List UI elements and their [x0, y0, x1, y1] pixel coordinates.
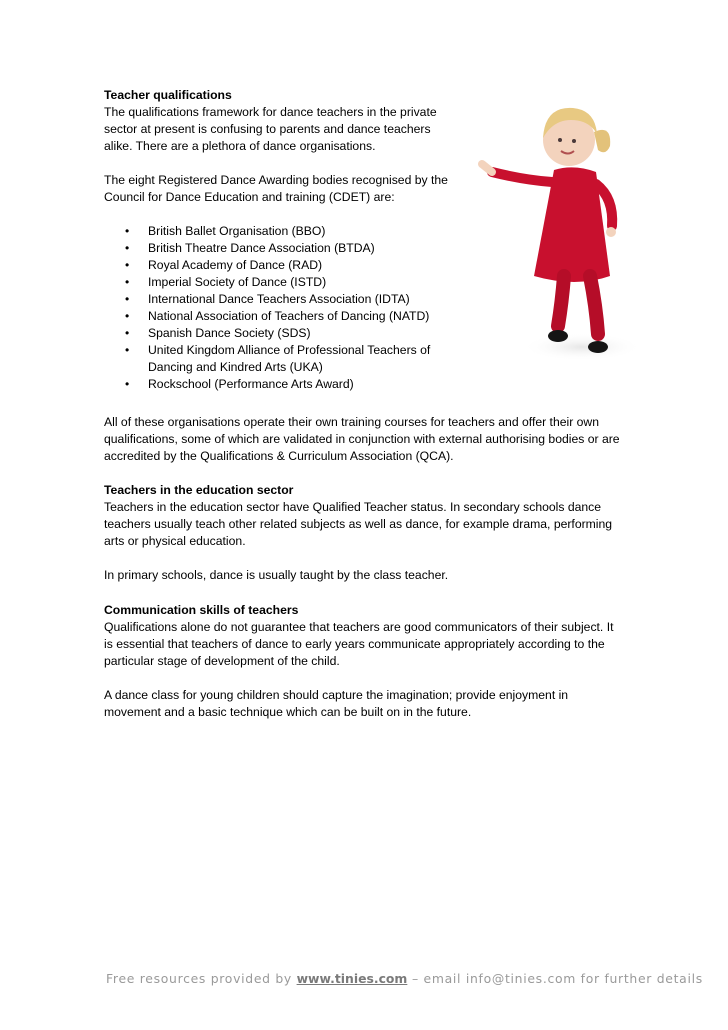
qualifications-section: [104, 87, 449, 393]
communication-heading: Communication skills of teachers: [104, 603, 299, 617]
organisations-closing-text: All of these organisations operate their own training courses for teachers and offer their own qualifications, some of which are validated in conjunction with external authorising bodies or are accredited by the Qualifications & Curriculum Association (QCA).: [104, 415, 620, 463]
list-item: • Spanish Dance Society (SDS): [104, 325, 449, 342]
education-section: [104, 482, 624, 584]
list-item: • British Theatre Dance Association (BTDA): [104, 240, 449, 257]
list-item: • Imperial Society of Dance (ISTD): [104, 274, 449, 291]
communication-closing: A dance class for young children should capture the imagination; provide enjoyment in movement and a basic technique which can be built on in the future.: [104, 688, 569, 719]
education-body: Teachers in the education sector have Qualified Teacher status. In secondary schools dance teachers usually teach other related subjects as well as dance, for example drama, performing arts or physical education.: [104, 500, 613, 548]
footer-suffix: – email info@tinies.com for further details: [407, 971, 703, 986]
list-item: • Royal Academy of Dance (RAD): [104, 257, 449, 274]
list-item: • International Dance Teachers Association (IDTA): [104, 291, 449, 308]
communication-body: Qualifications alone do not guarantee that teachers are good communicators of their subject. It is essential that teachers of dance to early years communicate appropriately according to the particular stage of development of the child.: [104, 620, 614, 668]
footer-brand-link[interactable]: www.tinies.com: [296, 971, 408, 986]
primary-schools-text: In primary schools, dance is usually taught by the class teacher.: [104, 568, 449, 582]
qualifications-heading: Teacher qualifications: [104, 88, 232, 102]
registered-bodies-list: [104, 223, 449, 393]
page-footer: [106, 971, 703, 986]
registered-bodies-intro: The eight Registered Dance Awarding bodies recognised by the Council for Dance Education and training (CDET) are:: [104, 173, 448, 204]
list-item: • United Kingdom Alliance of Professional Teachers of Dancing and Kindred Arts (UKA): [104, 342, 449, 376]
education-heading: Teachers in the education sector: [104, 483, 294, 497]
list-item: • British Ballet Organisation (BBO): [104, 223, 449, 240]
list-item: • National Association of Teachers of Dancing (NATD): [104, 308, 449, 325]
dancing-child-photo: [474, 92, 654, 382]
list-item: • Rockschool (Performance Arts Award): [104, 376, 449, 393]
footer-prefix: Free resources provided by: [106, 971, 297, 986]
qualifications-intro: The qualifications framework for dance teachers in the private sector at present is confusing to parents and dance teachers alike. There are a plethora of dance organisations.: [104, 105, 437, 153]
communication-section: [104, 602, 624, 721]
organisations-closing: [104, 414, 634, 465]
